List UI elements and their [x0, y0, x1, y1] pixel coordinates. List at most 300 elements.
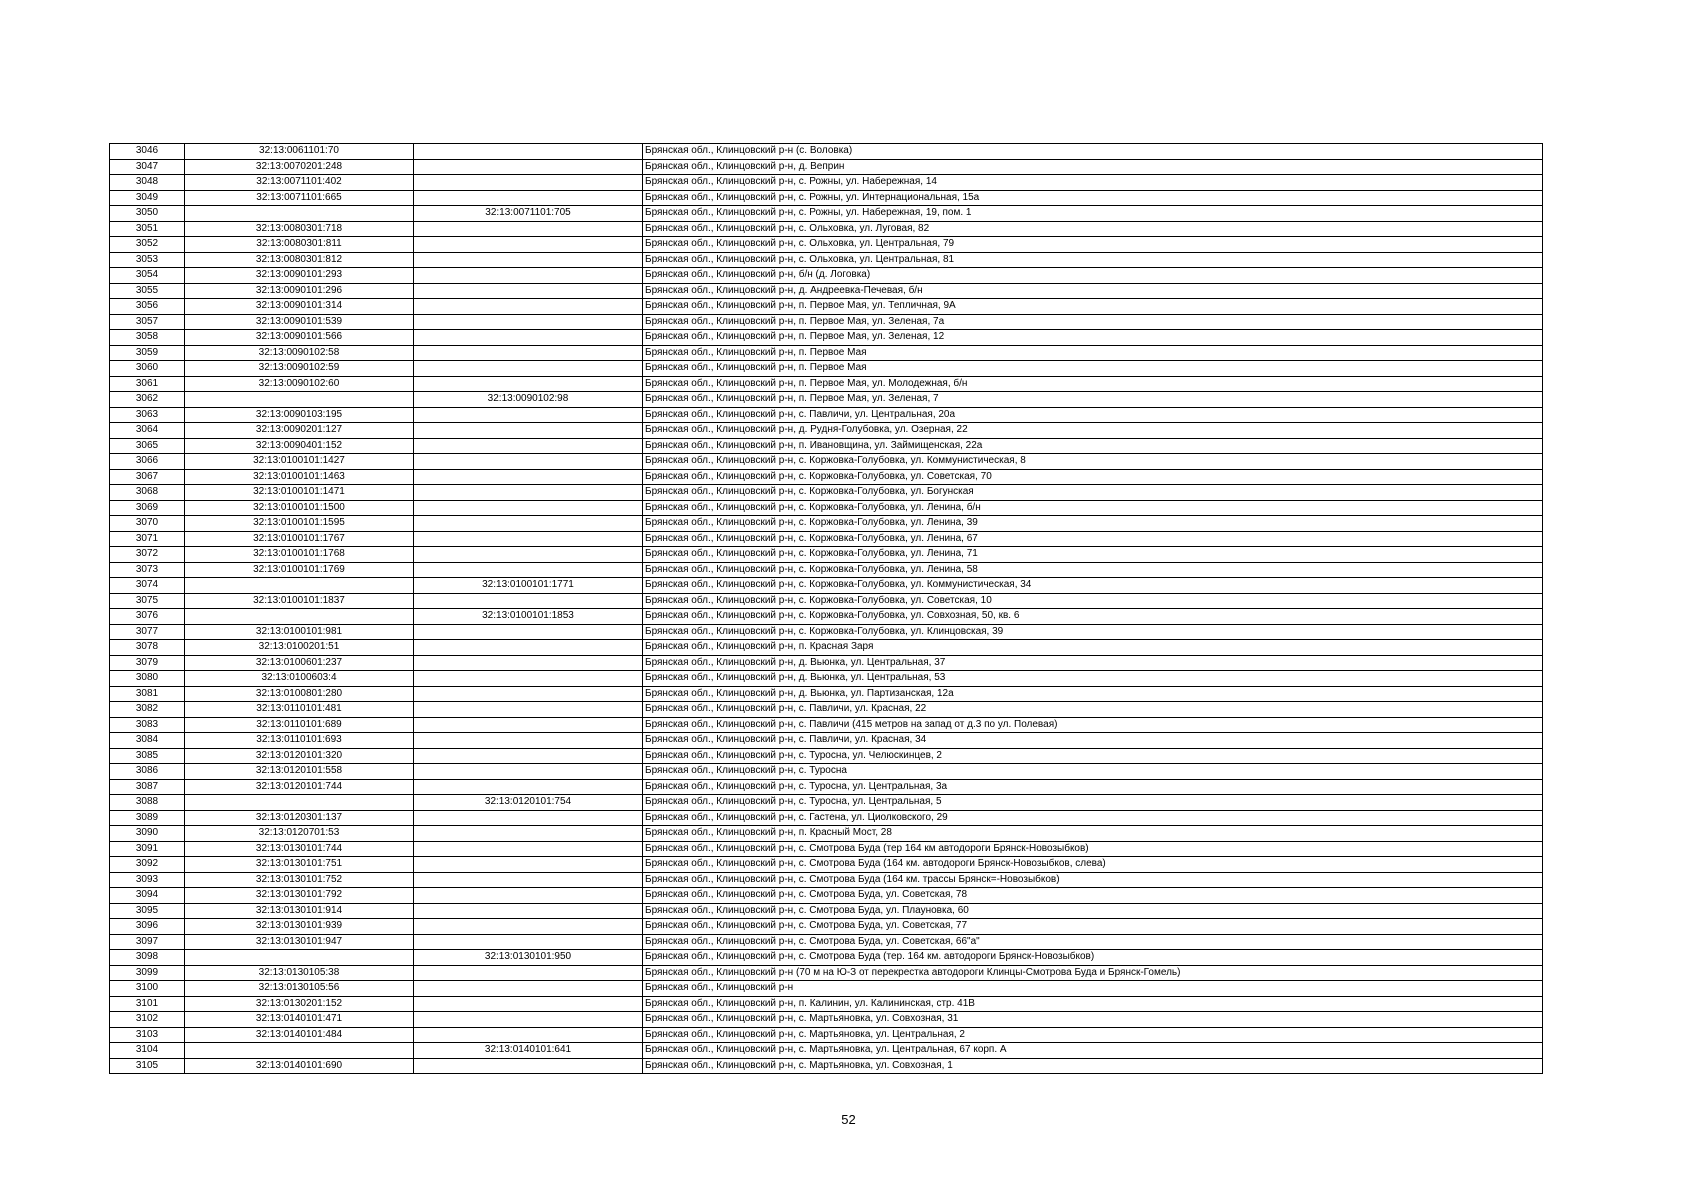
- address-cell: Брянская обл., Клинцовский р-н, с. Коржовка-Голубовка, ул. Ленина, б/н: [643, 500, 1543, 516]
- secondary-cadastral-number-cell: [414, 593, 643, 609]
- cadastral-number-cell: 32:13:0090401:152: [185, 438, 414, 454]
- table-row: [110, 268, 1543, 284]
- registry-table-body: [110, 144, 1543, 1074]
- row-number-cell: 3105: [110, 1058, 185, 1074]
- table-row: [110, 950, 1543, 966]
- table-row: [110, 919, 1543, 935]
- secondary-cadastral-number-cell: [414, 965, 643, 981]
- address-cell: Брянская обл., Клинцовский р-н, с. Ольховка, ул. Луговая, 82: [643, 221, 1543, 237]
- row-number-cell: 3068: [110, 485, 185, 501]
- address-cell: Брянская обл., Клинцовский р-н, п. Первое Мая: [643, 361, 1543, 377]
- address-cell: Брянская обл., Клинцовский р-н, с. Смотрова Буда, ул. Советская, 66"а": [643, 934, 1543, 950]
- secondary-cadastral-number-cell: [414, 1027, 643, 1043]
- row-number-cell: 3048: [110, 175, 185, 191]
- cadastral-number-cell: 32:13:0090102:59: [185, 361, 414, 377]
- row-number-cell: 3057: [110, 314, 185, 330]
- cadastral-number-cell: 32:13:0130105:38: [185, 965, 414, 981]
- secondary-cadastral-number-cell: [414, 1012, 643, 1028]
- address-cell: Брянская обл., Клинцовский р-н, п. Первое Мая, ул. Зеленая, 7а: [643, 314, 1543, 330]
- table-row: [110, 345, 1543, 361]
- table-row: [110, 857, 1543, 873]
- secondary-cadastral-number-cell: [414, 764, 643, 780]
- cadastral-number-cell: [185, 609, 414, 625]
- cadastral-number-cell: 32:13:0140101:471: [185, 1012, 414, 1028]
- cadastral-number-cell: 32:13:0090201:127: [185, 423, 414, 439]
- row-number-cell: 3047: [110, 159, 185, 175]
- table-row: [110, 438, 1543, 454]
- address-cell: Брянская обл., Клинцовский р-н, с. Смотрова Буда (164 км. автодороги Брянск-Новозыбков, слева): [643, 857, 1543, 873]
- secondary-cadastral-number-cell: [414, 423, 643, 439]
- row-number-cell: 3065: [110, 438, 185, 454]
- table-row: [110, 733, 1543, 749]
- table-row: [110, 795, 1543, 811]
- table-row: [110, 903, 1543, 919]
- address-cell: Брянская обл., Клинцовский р-н, с. Коржовка-Голубовка, ул. Коммунистическая, 34: [643, 578, 1543, 594]
- table-row: [110, 159, 1543, 175]
- cadastral-number-cell: 32:13:0100601:237: [185, 655, 414, 671]
- row-number-cell: 3087: [110, 779, 185, 795]
- address-cell: Брянская обл., Клинцовский р-н, д. Вьюнка, ул. Центральная, 53: [643, 671, 1543, 687]
- cadastral-number-cell: 32:13:0100101:1427: [185, 454, 414, 470]
- cadastral-number-cell: 32:13:0110101:689: [185, 717, 414, 733]
- row-number-cell: 3059: [110, 345, 185, 361]
- address-cell: Брянская обл., Клинцовский р-н (с. Воловка): [643, 144, 1543, 160]
- cadastral-number-cell: 32:13:0130101:752: [185, 872, 414, 888]
- row-number-cell: 3102: [110, 1012, 185, 1028]
- row-number-cell: 3055: [110, 283, 185, 299]
- secondary-cadastral-number-cell: [414, 841, 643, 857]
- secondary-cadastral-number-cell: [414, 826, 643, 842]
- secondary-cadastral-number-cell: [414, 175, 643, 191]
- table-row: [110, 454, 1543, 470]
- table-row: [110, 609, 1543, 625]
- row-number-cell: 3063: [110, 407, 185, 423]
- row-number-cell: 3071: [110, 531, 185, 547]
- address-cell: Брянская обл., Клинцовский р-н, с. Павличи, ул. Красная, 22: [643, 702, 1543, 718]
- address-cell: Брянская обл., Клинцовский р-н, с. Гастена, ул. Циолковского, 29: [643, 810, 1543, 826]
- row-number-cell: 3078: [110, 640, 185, 656]
- table-row: [110, 392, 1543, 408]
- cadastral-number-cell: 32:13:0100603:4: [185, 671, 414, 687]
- row-number-cell: 3058: [110, 330, 185, 346]
- cadastral-number-cell: 32:13:0090101:296: [185, 283, 414, 299]
- address-cell: Брянская обл., Клинцовский р-н, с. Ольховка, ул. Центральная, 79: [643, 237, 1543, 253]
- table-row: [110, 299, 1543, 315]
- address-cell: Брянская обл., Клинцовский р-н, с. Коржовка-Голубовка, ул. Коммунистическая, 8: [643, 454, 1543, 470]
- address-cell: Брянская обл., Клинцовский р-н, д. Веприн: [643, 159, 1543, 175]
- table-row: [110, 376, 1543, 392]
- cadastral-number-cell: 32:13:0110101:693: [185, 733, 414, 749]
- secondary-cadastral-number-cell: [414, 361, 643, 377]
- cadastral-number-cell: 32:13:0090102:58: [185, 345, 414, 361]
- secondary-cadastral-number-cell: [414, 888, 643, 904]
- table-row: [110, 175, 1543, 191]
- address-cell: Брянская обл., Клинцовский р-н, с. Туросна: [643, 764, 1543, 780]
- table-row: [110, 547, 1543, 563]
- secondary-cadastral-number-cell: [414, 485, 643, 501]
- table-row: [110, 872, 1543, 888]
- cadastral-number-cell: 32:13:0080301:812: [185, 252, 414, 268]
- address-cell: Брянская обл., Клинцовский р-н, с. Рожны, ул. Набережная, 19, пом. 1: [643, 206, 1543, 222]
- table-row: [110, 314, 1543, 330]
- cadastral-number-cell: [185, 578, 414, 594]
- row-number-cell: 3077: [110, 624, 185, 640]
- address-cell: Брянская обл., Клинцовский р-н, с. Ольховка, ул. Центральная, 81: [643, 252, 1543, 268]
- row-number-cell: 3056: [110, 299, 185, 315]
- table-row: [110, 1043, 1543, 1059]
- cadastral-number-cell: 32:13:0140101:484: [185, 1027, 414, 1043]
- row-number-cell: 3079: [110, 655, 185, 671]
- table-row: [110, 686, 1543, 702]
- address-cell: Брянская обл., Клинцовский р-н, с. Коржовка-Голубовка, ул. Советская, 70: [643, 469, 1543, 485]
- secondary-cadastral-number-cell: 32:13:0090102:98: [414, 392, 643, 408]
- secondary-cadastral-number-cell: [414, 702, 643, 718]
- address-cell: Брянская обл., Клинцовский р-н, с. Павличи, ул. Центральная, 20а: [643, 407, 1543, 423]
- row-number-cell: 3053: [110, 252, 185, 268]
- row-number-cell: 3088: [110, 795, 185, 811]
- address-cell: Брянская обл., Клинцовский р-н, п. Красная Заря: [643, 640, 1543, 656]
- row-number-cell: 3089: [110, 810, 185, 826]
- row-number-cell: 3080: [110, 671, 185, 687]
- secondary-cadastral-number-cell: [414, 562, 643, 578]
- secondary-cadastral-number-cell: [414, 655, 643, 671]
- row-number-cell: 3067: [110, 469, 185, 485]
- table-row: [110, 330, 1543, 346]
- address-cell: Брянская обл., Клинцовский р-н, с. Мартьяновка, ул. Центральная, 2: [643, 1027, 1543, 1043]
- row-number-cell: 3050: [110, 206, 185, 222]
- address-cell: Брянская обл., Клинцовский р-н, с. Мартьяновка, ул. Совхозная, 31: [643, 1012, 1543, 1028]
- cadastral-number-cell: [185, 950, 414, 966]
- row-number-cell: 3084: [110, 733, 185, 749]
- secondary-cadastral-number-cell: [414, 748, 643, 764]
- secondary-cadastral-number-cell: [414, 159, 643, 175]
- cadastral-number-cell: 32:13:0100101:1837: [185, 593, 414, 609]
- cadastral-number-cell: 32:13:0090103:195: [185, 407, 414, 423]
- secondary-cadastral-number-cell: [414, 144, 643, 160]
- cadastral-number-cell: 32:13:0120101:320: [185, 748, 414, 764]
- cadastral-number-cell: [185, 206, 414, 222]
- table-row: [110, 671, 1543, 687]
- secondary-cadastral-number-cell: [414, 857, 643, 873]
- row-number-cell: 3085: [110, 748, 185, 764]
- address-cell: Брянская обл., Клинцовский р-н (70 м на Ю-З от перекрестка автодороги Клинцы-Смотрова Буда и Брянск-Гомель): [643, 965, 1543, 981]
- table-row: [110, 702, 1543, 718]
- secondary-cadastral-number-cell: [414, 810, 643, 826]
- address-cell: Брянская обл., Клинцовский р-н, с. Рожны, ул. Набережная, 14: [643, 175, 1543, 191]
- row-number-cell: 3097: [110, 934, 185, 950]
- address-cell: Брянская обл., Клинцовский р-н, с. Смотрова Буда, ул. Советская, 78: [643, 888, 1543, 904]
- address-cell: Брянская обл., Клинцовский р-н, д. Рудня-Голубовка, ул. Озерная, 22: [643, 423, 1543, 439]
- address-cell: Брянская обл., Клинцовский р-н, с. Коржовка-Голубовка, ул. Ленина, 39: [643, 516, 1543, 532]
- row-number-cell: 3052: [110, 237, 185, 253]
- address-cell: Брянская обл., Клинцовский р-н, п. Первое Мая, ул. Зеленая, 12: [643, 330, 1543, 346]
- secondary-cadastral-number-cell: [414, 190, 643, 206]
- address-cell: Брянская обл., Клинцовский р-н, с. Смотрова Буда (тер. 164 км. автодороги Брянск-Новозыбков): [643, 950, 1543, 966]
- address-cell: Брянская обл., Клинцовский р-н, с. Туросна, ул. Центральная, 3а: [643, 779, 1543, 795]
- cadastral-number-cell: 32:13:0110101:481: [185, 702, 414, 718]
- row-number-cell: 3072: [110, 547, 185, 563]
- cadastral-number-cell: 32:13:0100101:1463: [185, 469, 414, 485]
- table-row: [110, 1027, 1543, 1043]
- table-row: [110, 640, 1543, 656]
- table-row: [110, 764, 1543, 780]
- secondary-cadastral-number-cell: [414, 454, 643, 470]
- table-row: [110, 485, 1543, 501]
- cadastral-number-cell: 32:13:0130201:152: [185, 996, 414, 1012]
- address-cell: Брянская обл., Клинцовский р-н, с. Смотрова Буда (тер 164 км автодороги Брянск-Новозыбков): [643, 841, 1543, 857]
- table-row: [110, 144, 1543, 160]
- cadastral-number-cell: 32:13:0100101:1767: [185, 531, 414, 547]
- row-number-cell: 3104: [110, 1043, 185, 1059]
- row-number-cell: 3064: [110, 423, 185, 439]
- address-cell: Брянская обл., Клинцовский р-н, с. Мартьяновка, ул. Центральная, 67 корп. А: [643, 1043, 1543, 1059]
- table-row: [110, 221, 1543, 237]
- address-cell: Брянская обл., Клинцовский р-н, б/н (д. Логовка): [643, 268, 1543, 284]
- table-row: [110, 562, 1543, 578]
- cadastral-number-cell: 32:13:0130101:939: [185, 919, 414, 935]
- secondary-cadastral-number-cell: 32:13:0100101:1853: [414, 609, 643, 625]
- secondary-cadastral-number-cell: [414, 779, 643, 795]
- table-row: [110, 252, 1543, 268]
- row-number-cell: 3094: [110, 888, 185, 904]
- row-number-cell: 3066: [110, 454, 185, 470]
- table-row: [110, 888, 1543, 904]
- table-row: [110, 1012, 1543, 1028]
- table-row: [110, 655, 1543, 671]
- secondary-cadastral-number-cell: [414, 717, 643, 733]
- secondary-cadastral-number-cell: [414, 500, 643, 516]
- row-number-cell: 3070: [110, 516, 185, 532]
- row-number-cell: 3051: [110, 221, 185, 237]
- address-cell: Брянская обл., Клинцовский р-н, с. Туросна, ул. Челюскинцев, 2: [643, 748, 1543, 764]
- row-number-cell: 3091: [110, 841, 185, 857]
- row-number-cell: 3081: [110, 686, 185, 702]
- cadastral-number-cell: 32:13:0100101:1500: [185, 500, 414, 516]
- cadastral-number-cell: [185, 795, 414, 811]
- secondary-cadastral-number-cell: [414, 671, 643, 687]
- address-cell: Брянская обл., Клинцовский р-н, с. Коржовка-Голубовка, ул. Ленина, 71: [643, 547, 1543, 563]
- secondary-cadastral-number-cell: [414, 624, 643, 640]
- secondary-cadastral-number-cell: [414, 469, 643, 485]
- address-cell: Брянская обл., Клинцовский р-н, п. Первое Мая, ул. Зеленая, 7: [643, 392, 1543, 408]
- row-number-cell: 3061: [110, 376, 185, 392]
- table-row: [110, 190, 1543, 206]
- cadastral-number-cell: 32:13:0140101:690: [185, 1058, 414, 1074]
- address-cell: Брянская обл., Клинцовский р-н, п. Ивановщина, ул. Займищенская, 22а: [643, 438, 1543, 454]
- cadastral-number-cell: 32:13:0100101:1768: [185, 547, 414, 563]
- table-row: [110, 237, 1543, 253]
- table-row: [110, 779, 1543, 795]
- cadastral-number-cell: 32:13:0100101:981: [185, 624, 414, 640]
- row-number-cell: 3099: [110, 965, 185, 981]
- secondary-cadastral-number-cell: [414, 221, 643, 237]
- secondary-cadastral-number-cell: 32:13:0140101:641: [414, 1043, 643, 1059]
- row-number-cell: 3095: [110, 903, 185, 919]
- cadastral-number-cell: 32:13:0130101:751: [185, 857, 414, 873]
- table-row: [110, 516, 1543, 532]
- row-number-cell: 3082: [110, 702, 185, 718]
- address-cell: Брянская обл., Клинцовский р-н, с. Павличи (415 метров на запад от д.3 по ул. Полевая): [643, 717, 1543, 733]
- address-cell: Брянская обл., Клинцовский р-н, п. Первое Мая, ул. Молодежная, б/н: [643, 376, 1543, 392]
- secondary-cadastral-number-cell: [414, 330, 643, 346]
- secondary-cadastral-number-cell: [414, 640, 643, 656]
- cadastral-number-cell: [185, 1043, 414, 1059]
- table-row: [110, 578, 1543, 594]
- address-cell: Брянская обл., Клинцовский р-н, с. Рожны, ул. Интернациональная, 15а: [643, 190, 1543, 206]
- secondary-cadastral-number-cell: [414, 438, 643, 454]
- row-number-cell: 3090: [110, 826, 185, 842]
- row-number-cell: 3100: [110, 981, 185, 997]
- secondary-cadastral-number-cell: [414, 547, 643, 563]
- secondary-cadastral-number-cell: 32:13:0120101:754: [414, 795, 643, 811]
- row-number-cell: 3101: [110, 996, 185, 1012]
- cadastral-number-cell: 32:13:0090101:314: [185, 299, 414, 315]
- address-cell: Брянская обл., Клинцовский р-н, с. Смотрова Буда, ул. Плауновка, 60: [643, 903, 1543, 919]
- row-number-cell: 3096: [110, 919, 185, 935]
- secondary-cadastral-number-cell: [414, 903, 643, 919]
- cadastral-number-cell: 32:13:0130101:792: [185, 888, 414, 904]
- table-row: [110, 810, 1543, 826]
- cadastral-number-cell: 32:13:0071101:665: [185, 190, 414, 206]
- address-cell: Брянская обл., Клинцовский р-н, с. Коржовка-Голубовка, ул. Богунская: [643, 485, 1543, 501]
- address-cell: Брянская обл., Клинцовский р-н, п. Калинин, ул. Калининская, стр. 41В: [643, 996, 1543, 1012]
- table-row: [110, 841, 1543, 857]
- cadastral-number-cell: 32:13:0130105:56: [185, 981, 414, 997]
- cadastral-number-cell: 32:13:0071101:402: [185, 175, 414, 191]
- address-cell: Брянская обл., Клинцовский р-н, с. Туросна, ул. Центральная, 5: [643, 795, 1543, 811]
- table-row: [110, 283, 1543, 299]
- table-row: [110, 531, 1543, 547]
- secondary-cadastral-number-cell: [414, 516, 643, 532]
- row-number-cell: 3069: [110, 500, 185, 516]
- table-row: [110, 624, 1543, 640]
- table-row: [110, 1058, 1543, 1074]
- address-cell: Брянская обл., Клинцовский р-н, с. Павличи, ул. Красная, 34: [643, 733, 1543, 749]
- cadastral-number-cell: 32:13:0120701:53: [185, 826, 414, 842]
- registry-table: [109, 143, 1543, 1074]
- address-cell: Брянская обл., Клинцовский р-н, с. Коржовка-Голубовка, ул. Клинцовская, 39: [643, 624, 1543, 640]
- row-number-cell: 3049: [110, 190, 185, 206]
- cadastral-number-cell: 32:13:0100201:51: [185, 640, 414, 656]
- secondary-cadastral-number-cell: [414, 934, 643, 950]
- table-row: [110, 500, 1543, 516]
- address-cell: Брянская обл., Клинцовский р-н, п. Первое Мая: [643, 345, 1543, 361]
- row-number-cell: 3074: [110, 578, 185, 594]
- secondary-cadastral-number-cell: 32:13:0071101:705: [414, 206, 643, 222]
- cadastral-number-cell: 32:13:0100101:1595: [185, 516, 414, 532]
- table-row: [110, 469, 1543, 485]
- row-number-cell: 3062: [110, 392, 185, 408]
- row-number-cell: 3086: [110, 764, 185, 780]
- row-number-cell: 3092: [110, 857, 185, 873]
- cadastral-number-cell: [185, 392, 414, 408]
- row-number-cell: 3060: [110, 361, 185, 377]
- table-row: [110, 996, 1543, 1012]
- cadastral-number-cell: 32:13:0090101:539: [185, 314, 414, 330]
- address-cell: Брянская обл., Клинцовский р-н, с. Коржовка-Голубовка, ул. Ленина, 67: [643, 531, 1543, 547]
- cadastral-number-cell: 32:13:0130101:947: [185, 934, 414, 950]
- table-row: [110, 361, 1543, 377]
- table-row: [110, 407, 1543, 423]
- address-cell: Брянская обл., Клинцовский р-н, д. Андреевка-Печевая, б/н: [643, 283, 1543, 299]
- row-number-cell: 3093: [110, 872, 185, 888]
- cadastral-number-cell: 32:13:0130101:914: [185, 903, 414, 919]
- secondary-cadastral-number-cell: 32:13:0100101:1771: [414, 578, 643, 594]
- address-cell: Брянская обл., Клинцовский р-н, с. Коржовка-Голубовка, ул. Ленина, 58: [643, 562, 1543, 578]
- secondary-cadastral-number-cell: [414, 686, 643, 702]
- cadastral-number-cell: 32:13:0070201:248: [185, 159, 414, 175]
- row-number-cell: 3075: [110, 593, 185, 609]
- address-cell: Брянская обл., Клинцовский р-н, д. Вьюнка, ул. Партизанская, 12а: [643, 686, 1543, 702]
- cadastral-number-cell: 32:13:0120301:137: [185, 810, 414, 826]
- secondary-cadastral-number-cell: 32:13:0130101:950: [414, 950, 643, 966]
- address-cell: Брянская обл., Клинцовский р-н, с. Коржовка-Голубовка, ул. Совхозная, 50, кв. 6: [643, 609, 1543, 625]
- secondary-cadastral-number-cell: [414, 919, 643, 935]
- secondary-cadastral-number-cell: [414, 314, 643, 330]
- secondary-cadastral-number-cell: [414, 252, 643, 268]
- cadastral-number-cell: 32:13:0090101:293: [185, 268, 414, 284]
- table-row: [110, 748, 1543, 764]
- address-cell: Брянская обл., Клинцовский р-н, с. Мартьяновка, ул. Совхозная, 1: [643, 1058, 1543, 1074]
- table-row: [110, 593, 1543, 609]
- secondary-cadastral-number-cell: [414, 996, 643, 1012]
- secondary-cadastral-number-cell: [414, 283, 643, 299]
- secondary-cadastral-number-cell: [414, 531, 643, 547]
- table-row: [110, 717, 1543, 733]
- cadastral-number-cell: 32:13:0120101:558: [185, 764, 414, 780]
- row-number-cell: 3054: [110, 268, 185, 284]
- table-row: [110, 826, 1543, 842]
- secondary-cadastral-number-cell: [414, 1058, 643, 1074]
- address-cell: Брянская обл., Клинцовский р-н: [643, 981, 1543, 997]
- address-cell: Брянская обл., Клинцовский р-н, п. Красный Мост, 28: [643, 826, 1543, 842]
- cadastral-number-cell: 32:13:0100101:1769: [185, 562, 414, 578]
- row-number-cell: 3046: [110, 144, 185, 160]
- cadastral-number-cell: 32:13:0100801:280: [185, 686, 414, 702]
- row-number-cell: 3076: [110, 609, 185, 625]
- cadastral-number-cell: 32:13:0090102:60: [185, 376, 414, 392]
- table-row: [110, 206, 1543, 222]
- table-row: [110, 934, 1543, 950]
- secondary-cadastral-number-cell: [414, 733, 643, 749]
- address-cell: Брянская обл., Клинцовский р-н, д. Вьюнка, ул. Центральная, 37: [643, 655, 1543, 671]
- cadastral-number-cell: 32:13:0120101:744: [185, 779, 414, 795]
- address-cell: Брянская обл., Клинцовский р-н, п. Первое Мая, ул. Тепличная, 9А: [643, 299, 1543, 315]
- secondary-cadastral-number-cell: [414, 872, 643, 888]
- cadastral-number-cell: 32:13:0080301:718: [185, 221, 414, 237]
- address-cell: Брянская обл., Клинцовский р-н, с. Коржовка-Голубовка, ул. Советская, 10: [643, 593, 1543, 609]
- row-number-cell: 3083: [110, 717, 185, 733]
- table-row: [110, 965, 1543, 981]
- secondary-cadastral-number-cell: [414, 407, 643, 423]
- row-number-cell: 3103: [110, 1027, 185, 1043]
- secondary-cadastral-number-cell: [414, 237, 643, 253]
- secondary-cadastral-number-cell: [414, 981, 643, 997]
- page-number: 52: [841, 1112, 856, 1127]
- cadastral-number-cell: 32:13:0090101:566: [185, 330, 414, 346]
- row-number-cell: 3098: [110, 950, 185, 966]
- address-cell: Брянская обл., Клинцовский р-н, с. Смотрова Буда (164 км. трассы Брянск=-Новозыбков): [643, 872, 1543, 888]
- cadastral-number-cell: 32:13:0130101:744: [185, 841, 414, 857]
- secondary-cadastral-number-cell: [414, 376, 643, 392]
- cadastral-number-cell: 32:13:0080301:811: [185, 237, 414, 253]
- secondary-cadastral-number-cell: [414, 345, 643, 361]
- cadastral-number-cell: 32:13:0061101:70: [185, 144, 414, 160]
- table-row: [110, 981, 1543, 997]
- secondary-cadastral-number-cell: [414, 299, 643, 315]
- cadastral-number-cell: 32:13:0100101:1471: [185, 485, 414, 501]
- secondary-cadastral-number-cell: [414, 268, 643, 284]
